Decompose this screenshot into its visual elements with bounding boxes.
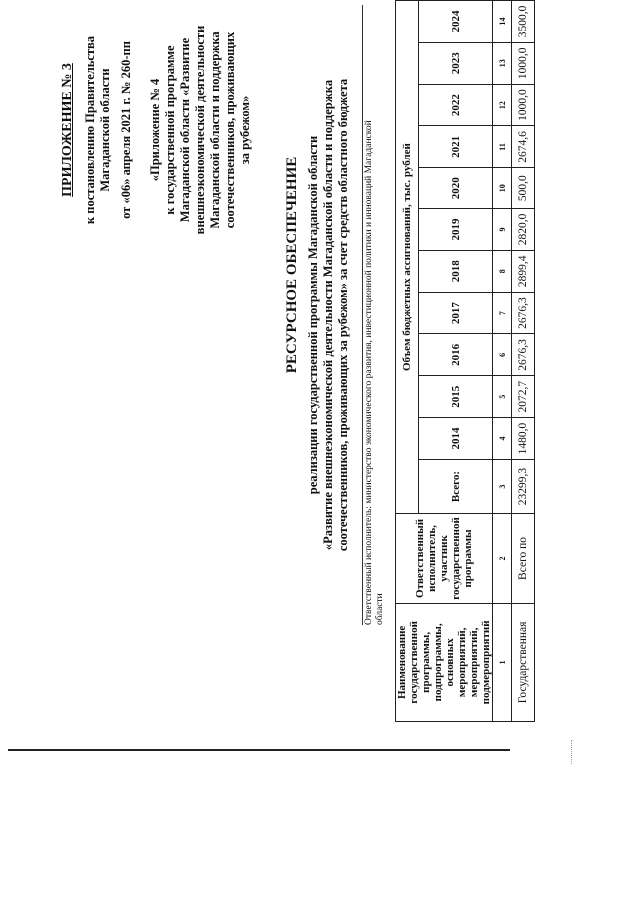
column-number-row (493, 1, 512, 722)
column-number: 2 (493, 514, 512, 604)
sub-appendix-line: Магаданской области «Развитие (178, 37, 192, 223)
appendix-block (60, 10, 253, 250)
header-year: 2023 (419, 42, 493, 84)
row-value: 3500,0 (512, 1, 535, 43)
row-value: 500,0 (512, 168, 535, 209)
header-year: 2015 (419, 376, 493, 418)
sub-appendix-title: «Приложение № 4 (148, 78, 162, 182)
column-number: 5 (493, 376, 512, 418)
header-year: 2018 (419, 250, 493, 292)
responsible-executor (362, 5, 386, 625)
program-title-line: «Развитие внешнеэкономической деятельности Магаданской области и поддержка (321, 79, 335, 551)
column-number: 9 (493, 209, 512, 251)
sub-appendix-line: за рубежом» (238, 95, 252, 165)
column-number: 7 (493, 292, 512, 334)
row-value: 2820,0 (512, 209, 535, 251)
column-number: 14 (493, 1, 512, 43)
column-number: 8 (493, 250, 512, 292)
sub-appendix-line: Магаданской области и поддержка (208, 31, 222, 229)
sub-appendix-line: к государственной программе (163, 45, 177, 215)
header-program-name: Наименование государственной программы, подпрограммы, основных мероприятий, мероприятий, подмероприятий (396, 603, 493, 721)
column-number: 3 (493, 459, 512, 513)
column-number: 4 (493, 418, 512, 460)
header-year: 2017 (419, 292, 493, 334)
table-header-row (396, 1, 419, 722)
table-row (512, 1, 535, 722)
appendix-line: Магаданской области (98, 68, 112, 192)
appendix-title: ПРИЛОЖЕНИЕ № 3 (60, 63, 75, 197)
program-title (306, 15, 351, 615)
column-number: 13 (493, 42, 512, 84)
row-value: 1000,0 (512, 42, 535, 84)
header-year: 2022 (419, 84, 493, 126)
sub-appendix-line: внешнеэкономической деятельности (193, 25, 207, 235)
row-value: 1000,0 (512, 84, 535, 126)
budget-table (395, 0, 535, 722)
sub-appendix-line: соотечественников, проживающих (223, 31, 237, 229)
header-year: 2014 (419, 418, 493, 460)
header-executor: Ответственный исполнитель, участник государственной программы (396, 514, 493, 604)
header-year: 2016 (419, 334, 493, 376)
program-title-line: реализации государственной программы Магаданской области (306, 135, 320, 495)
header-year: 2024 (419, 1, 493, 43)
appendix-date: от «06» апреля 2021 г. № 260-пп (119, 41, 133, 219)
column-number: 10 (493, 168, 512, 209)
header-total: Всего: (419, 459, 493, 513)
row-executor: Всего по (512, 514, 535, 604)
executor-line: области (375, 593, 385, 625)
row-value: 2674,6 (512, 126, 535, 168)
header-year: 2021 (419, 126, 493, 168)
header-year: 2019 (419, 209, 493, 251)
column-number: 6 (493, 334, 512, 376)
column-number: 11 (493, 126, 512, 168)
row-value: 2899,4 (512, 250, 535, 292)
row-value: 23299,3 (512, 459, 535, 513)
header-budget-volume: Объем бюджетных ассигнований, тыс. рублей (396, 1, 419, 514)
row-value: 2072,7 (512, 376, 535, 418)
document-title: РЕСУРСНОЕ ОБЕСПЕЧЕНИЕ (284, 156, 300, 374)
row-value: 1480,0 (512, 418, 535, 460)
program-title-line: соотечественников, проживающих за рубежом» за счет средств областного бюджета (336, 78, 350, 552)
row-value: 2676,3 (512, 292, 535, 334)
header-year: 2020 (419, 168, 493, 209)
executor-line: Ответственный исполнитель: министерство экономического развития, инвестиционной политики и инноваций Магаданской (364, 120, 374, 625)
appendix-line: к постановлению Правительства (83, 35, 97, 225)
column-number: 12 (493, 84, 512, 126)
column-number: 1 (493, 603, 512, 721)
row-program-name: Государственная (512, 603, 535, 721)
row-value: 2676,3 (512, 334, 535, 376)
